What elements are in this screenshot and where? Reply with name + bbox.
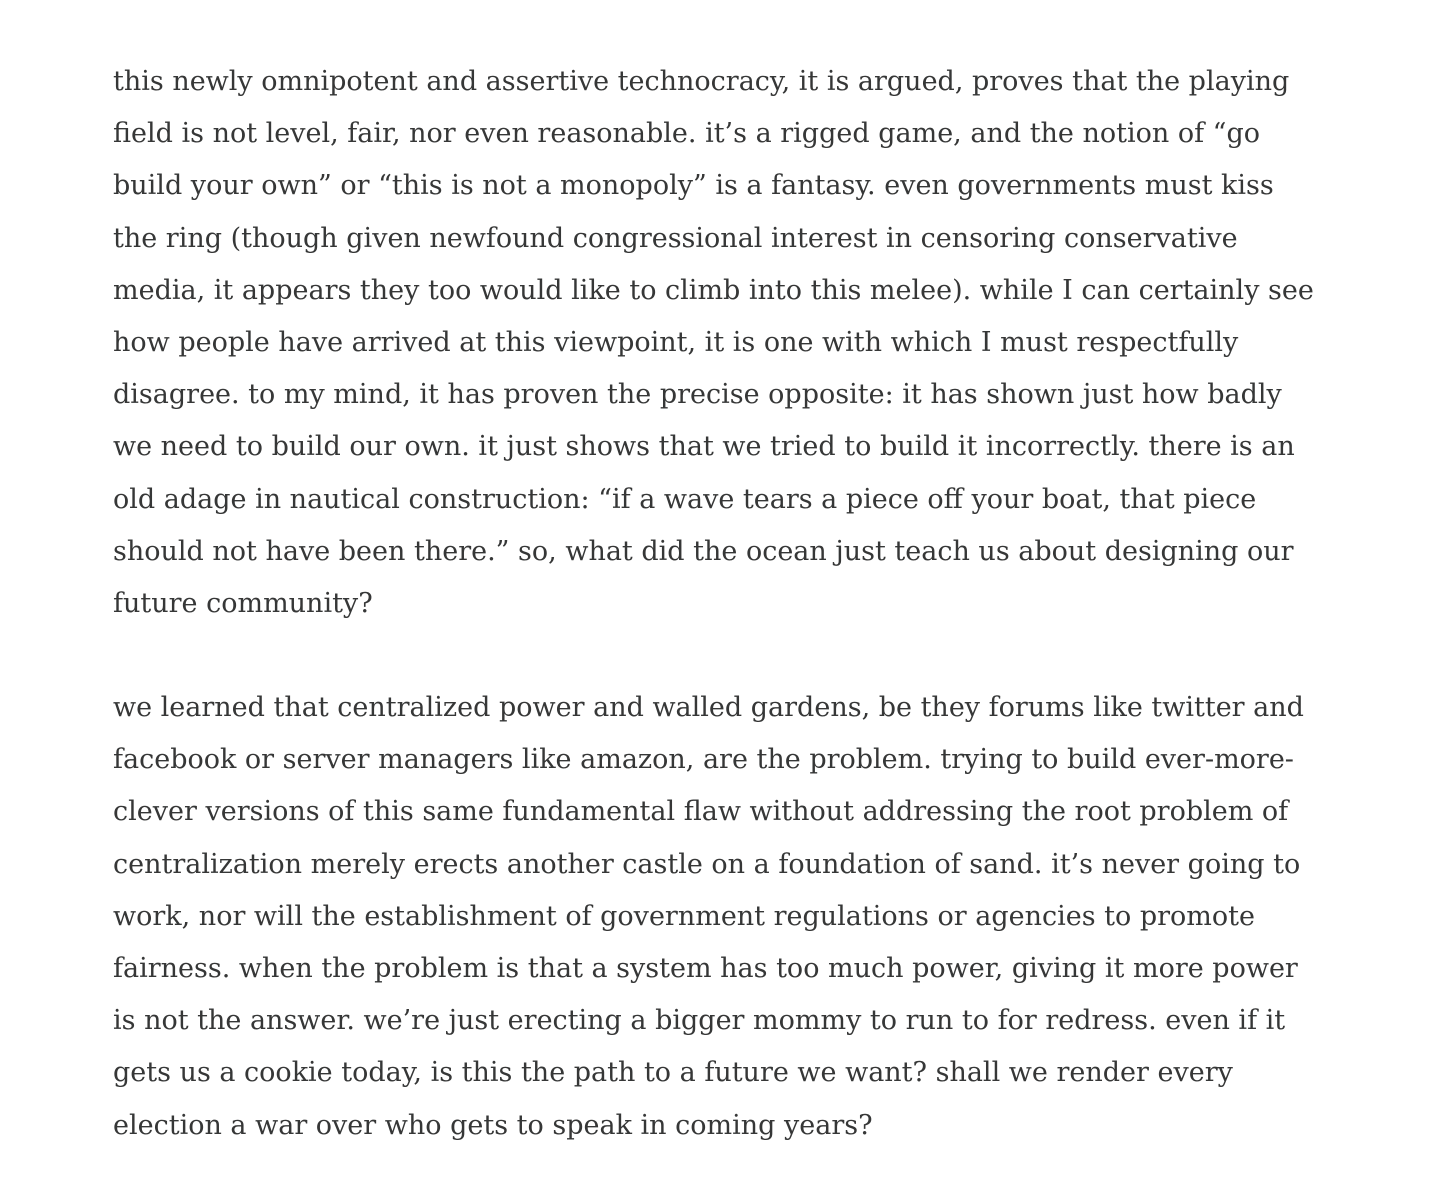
paragraph-line: media, it appears they too would like to climb into this melee). while I can certainly see bbox=[113, 274, 1314, 306]
paragraph-line: centralization merely erects another castle on a foundation of sand. it’s never going to bbox=[113, 848, 1301, 880]
paragraph-line: is not the answer. we’re just erecting a bigger mommy to run to for redress. even if it bbox=[113, 1005, 1286, 1037]
paragraph-line: the ring (though given newfound congressional interest in censoring conservative bbox=[113, 222, 1238, 254]
paragraph-line: work, nor will the establishment of government regulations or agencies to promote bbox=[113, 900, 1255, 932]
paragraph-2 bbox=[113, 682, 1383, 1152]
paragraph-line: field is not level, fair, nor even reasonable. it’s a rigged game, and the notion of “go bbox=[113, 118, 1261, 150]
paragraph-line: fairness. when the problem is that a system has too much power, giving it more power bbox=[113, 953, 1298, 984]
paragraph-1 bbox=[113, 56, 1383, 630]
paragraph-line: we need to build our own. it just shows that we tried to build it incorrectly. there is an bbox=[113, 431, 1295, 463]
paragraph-line: clever versions of this same fundamental flaw without addressing the root problem of bbox=[113, 796, 1289, 828]
paragraph-line: gets us a cookie today, is this the path to a future we want? shall we render every bbox=[113, 1057, 1233, 1089]
paragraph-line: old adage in nautical construction: “if a wave tears a piece off your boat, that piece bbox=[113, 483, 1257, 515]
paragraph-line: build your own” or “this is not a monopoly” is a fantasy. even governments must kiss bbox=[113, 170, 1274, 202]
paragraph-line: should not have been there.” so, what did the ocean just teach us about designing our bbox=[113, 535, 1294, 567]
paragraph-line: disagree. to my mind, it has proven the precise opposite: it has shown just how badly bbox=[113, 379, 1282, 411]
paragraph-line: this newly omnipotent and assertive technocracy, it is argued, proves that the playing bbox=[113, 66, 1290, 97]
paragraph-line: future community? bbox=[113, 587, 373, 619]
paragraph-line: election a war over who gets to speak in coming years? bbox=[113, 1109, 873, 1141]
paragraph-line: how people have arrived at this viewpoint, it is one with which I must respectfully bbox=[113, 326, 1239, 358]
article-body bbox=[113, 56, 1383, 1152]
paragraph-line: we learned that centralized power and walled gardens, be they forums like twitter and bbox=[113, 692, 1304, 724]
paragraph-line: facebook or server managers like amazon, are the problem. trying to build ever-more- bbox=[113, 744, 1294, 776]
